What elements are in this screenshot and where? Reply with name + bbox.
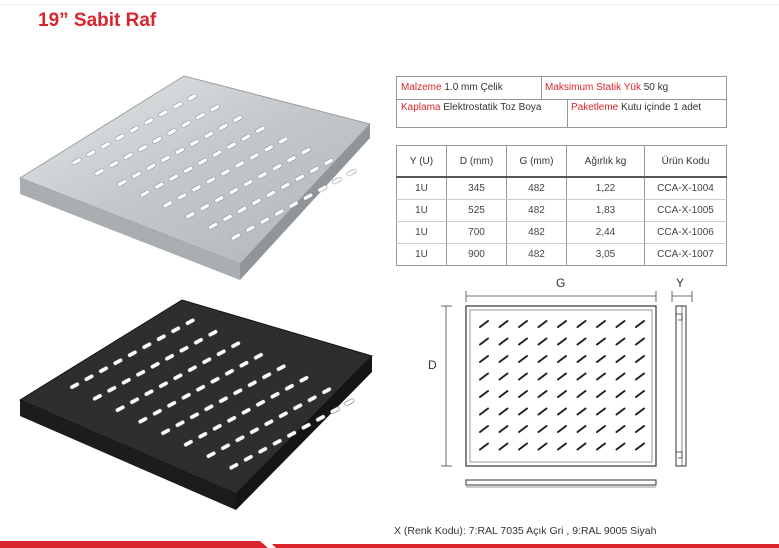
page-title: 19” Sabit Raf xyxy=(38,10,157,31)
cell-width: 482 xyxy=(507,200,567,222)
footer-red-bar xyxy=(0,541,779,548)
cell-weight: 3,05 xyxy=(567,244,645,266)
product-table xyxy=(396,145,727,266)
material-label: Malzeme xyxy=(401,82,442,93)
perforation-slot xyxy=(346,169,357,177)
cell-depth: 900 xyxy=(447,244,507,266)
cell-height: 1U xyxy=(397,200,447,222)
max-load-label: Maksimum Statik Yük xyxy=(545,82,641,93)
coating-value: Elektrostatik Toz Boya xyxy=(443,102,542,113)
cell-product-code: CCA-X-1004 xyxy=(645,177,727,200)
packing-value: Kutu içinde 1 adet xyxy=(621,102,702,113)
col-header-weight: Ağırlık kg xyxy=(567,146,645,178)
dimension-d-label: D xyxy=(428,358,437,372)
coating-label: Kaplama xyxy=(401,102,441,113)
table-row xyxy=(397,200,727,222)
perforation-slot xyxy=(344,398,355,406)
cell-product-code: CCA-X-1007 xyxy=(645,244,727,266)
cell-height: 1U xyxy=(397,244,447,266)
cell-width: 482 xyxy=(507,222,567,244)
dimension-y-label: Y xyxy=(676,276,685,290)
col-header-width: G (mm) xyxy=(507,146,567,178)
top-rule xyxy=(0,4,779,5)
cell-height: 1U xyxy=(397,177,447,200)
table-row xyxy=(397,222,727,244)
cell-depth: 525 xyxy=(447,200,507,222)
col-header-height: Y (U) xyxy=(397,146,447,178)
cell-weight: 1,22 xyxy=(567,177,645,200)
cell-product-code: CCA-X-1006 xyxy=(645,222,727,244)
color-code-note: X (Renk Kodu): 7:RAL 7035 Açık Gri , 9:RAL 9005 Siyah xyxy=(394,525,657,537)
dimension-g-label: G xyxy=(556,276,566,290)
cell-depth: 700 xyxy=(447,222,507,244)
cell-weight: 1,83 xyxy=(567,200,645,222)
cell-width: 482 xyxy=(507,244,567,266)
table-header-row xyxy=(397,146,727,178)
cell-weight: 2,44 xyxy=(567,222,645,244)
cell-height: 1U xyxy=(397,222,447,244)
cell-product-code: CCA-X-1005 xyxy=(645,200,727,222)
table-row xyxy=(397,177,727,200)
table-row xyxy=(397,244,727,266)
packing-label: Paketleme xyxy=(571,102,619,113)
grey-shelf-image xyxy=(18,74,374,286)
cell-width: 482 xyxy=(507,177,567,200)
black-shelf-image xyxy=(18,298,374,518)
max-load-value: 50 kg xyxy=(643,82,669,93)
col-header-depth: D (mm) xyxy=(447,146,507,178)
cell-depth: 345 xyxy=(447,177,507,200)
technical-drawing xyxy=(420,272,720,502)
material-value: 1.0 mm Çelik xyxy=(444,82,503,93)
specs-box xyxy=(396,76,727,128)
col-header-product-code: Ürün Kodu xyxy=(645,146,727,178)
